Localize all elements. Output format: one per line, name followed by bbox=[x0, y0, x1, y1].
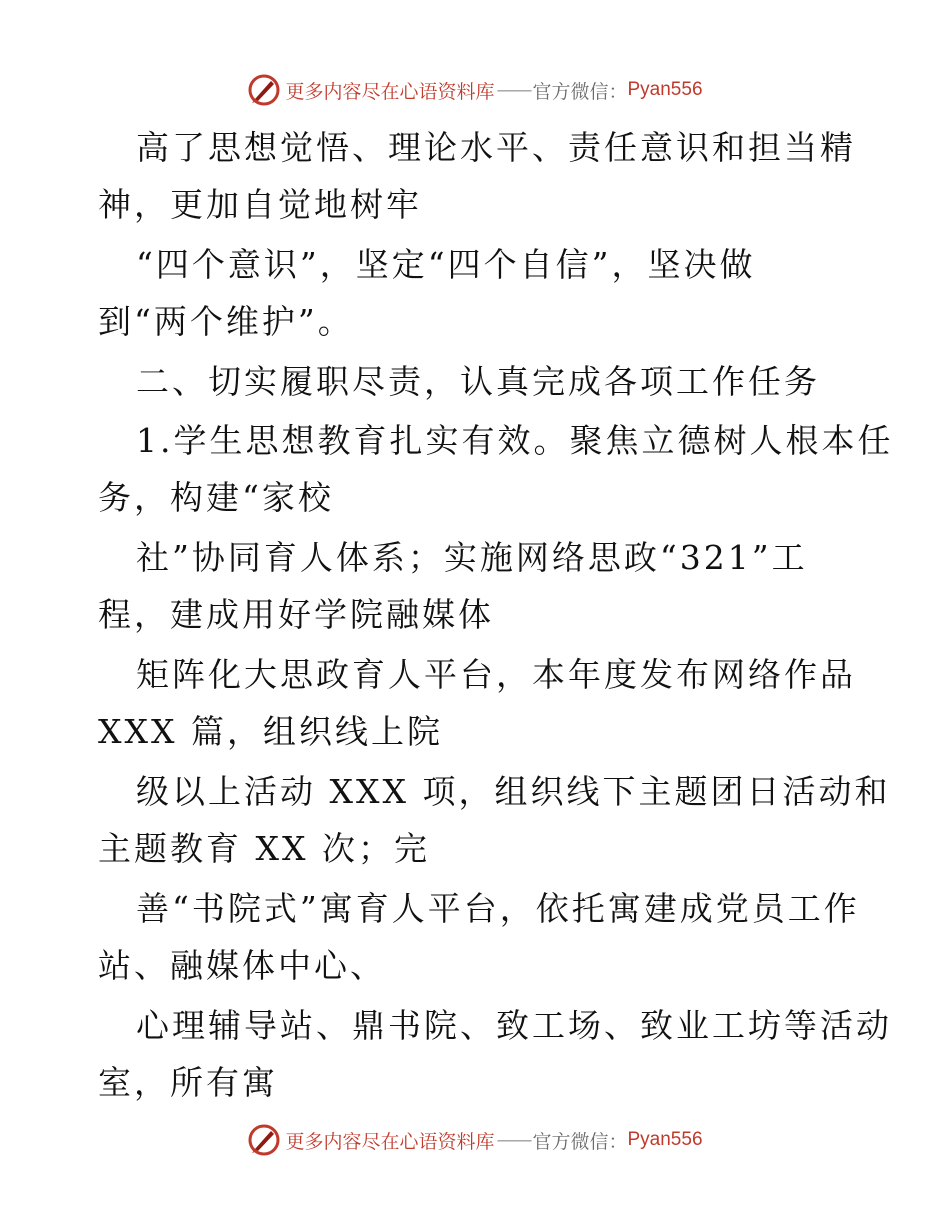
body-line: 社”协同育人体系；实施网络思政“321”工 bbox=[136, 538, 808, 577]
watermark-wechat-label: 官方微信： bbox=[532, 80, 628, 103]
header-watermark bbox=[0, 68, 950, 112]
watermark-text: 更多内容尽在心语资料库 bbox=[285, 1130, 495, 1153]
body-line: 程，建成用好学院融媒体 bbox=[98, 595, 494, 634]
body-line: 务，构建“家校 bbox=[98, 478, 334, 517]
body-line: 站、融媒体中心、 bbox=[98, 946, 386, 985]
feather-pen-icon bbox=[247, 73, 281, 107]
body-line: 级以上活动 XXX 项，组织线下主题团日活动和 bbox=[136, 772, 891, 811]
section-heading: 二、切实履职尽责，认真完成各项工作任务 bbox=[136, 362, 820, 401]
body-line: 高了思想觉悟、理论水平、责任意识和担当精 bbox=[136, 128, 856, 167]
body-line: 神，更加自觉地树牢 bbox=[98, 185, 422, 224]
body-line: 矩阵化大思政育人平台，本年度发布网络作品 bbox=[136, 655, 856, 694]
watermark-wechat-id: Pyan556 bbox=[627, 1129, 703, 1150]
feather-pen-icon bbox=[247, 1123, 281, 1157]
watermark-separator: —— bbox=[496, 79, 531, 101]
body-line: 室，所有寓 bbox=[98, 1063, 278, 1102]
watermark-wechat-id: Pyan556 bbox=[627, 79, 703, 100]
body-line: XXX 篇，组织线上院 bbox=[98, 712, 443, 751]
watermark-separator: —— bbox=[496, 1129, 531, 1151]
body-line: 心理辅导站、鼎书院、致工场、致业工坊等活动 bbox=[136, 1006, 892, 1045]
watermark-text: 更多内容尽在心语资料库 bbox=[285, 80, 495, 103]
body-line: 善“书院式”寓育人平台，依托寓建成党员工作 bbox=[136, 889, 860, 928]
watermark-wechat-label: 官方微信： bbox=[532, 1130, 628, 1153]
body-line: 到“两个维护”。 bbox=[98, 302, 354, 341]
footer-watermark bbox=[0, 1118, 950, 1162]
body-line: 1.学生思想教育扎实有效。聚焦立德树人根本任 bbox=[136, 421, 894, 460]
body-line: “四个意识”，坚定“四个自信”，坚决做 bbox=[136, 245, 756, 284]
body-line: 主题教育 XX 次；完 bbox=[98, 829, 430, 868]
